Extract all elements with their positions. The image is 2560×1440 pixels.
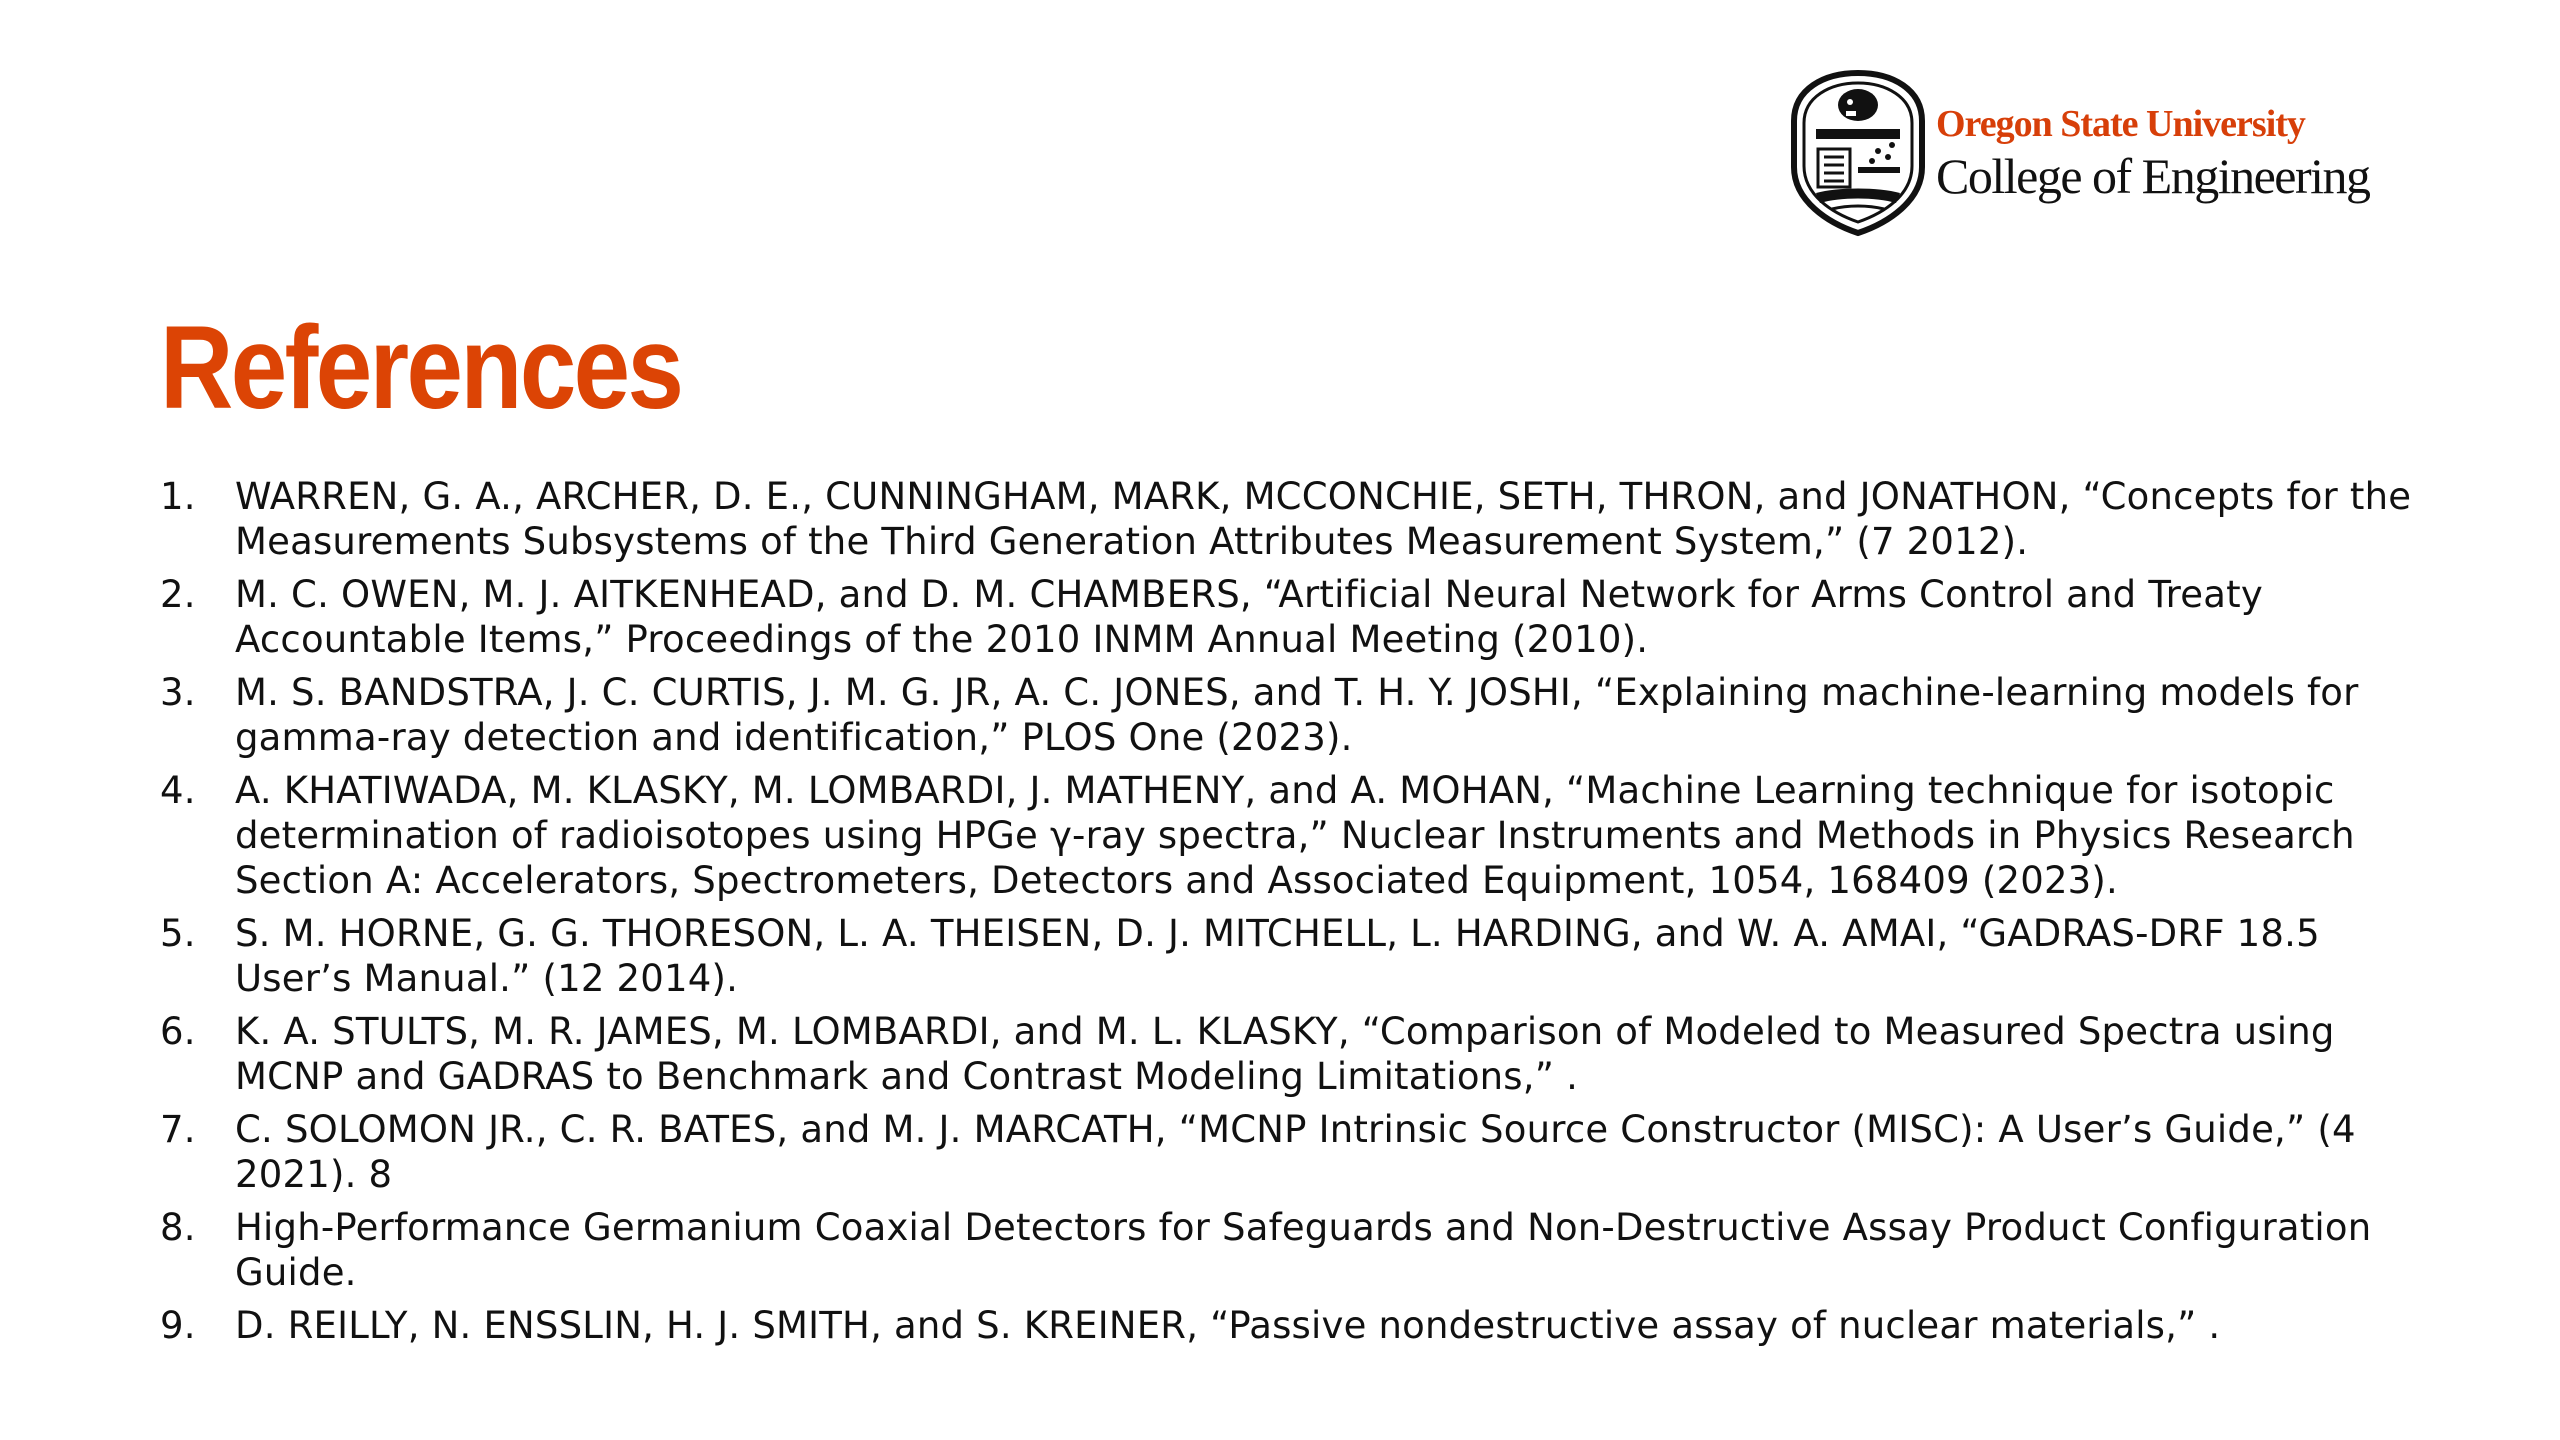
page-title: References [160,302,682,434]
reference-list [160,474,2440,1356]
reference-item [160,474,2440,564]
reference-item [160,670,2440,760]
reference-text: M. C. OWEN, M. J. AITKENHEAD, and D. M. CHAMBERS, “Artificial Neural Network for Arms Control and Treaty Accountable Items,” Proceedings of the 2010 INMM Annual Meeting (2010). [235,573,2263,661]
reference-number: 1. [160,475,196,518]
reference-text: C. SOLOMON JR., C. R. BATES, and M. J. MARCATH, “MCNP Intrinsic Source Constructor (MISC): A User’s Guide,” (4 2021). 8 [235,1108,2356,1196]
reference-text: M. S. BANDSTRA, J. C. CURTIS, J. M. G. JR, A. C. JONES, and T. H. Y. JOSHI, “Explaining machine-learning models for gamma-ray detection and identification,” PLOS One (2023). [235,671,2359,759]
reference-item [160,1009,2440,1099]
college-name: College of Engineering [1936,148,2370,204]
reference-item [160,1205,2440,1295]
reference-number: 4. [160,769,196,812]
reference-number: 2. [160,573,196,616]
osu-beaver-seal-icon [1788,69,1928,237]
reference-text: D. REILLY, N. ENSSLIN, H. J. SMITH, and S. KREINER, “Passive nondestructive assay of nuclear materials,” . [235,1304,2221,1347]
reference-item [160,768,2440,903]
reference-number: 8. [160,1206,196,1249]
reference-item [160,572,2440,662]
university-name: Oregon State University [1936,103,2305,145]
reference-number: 9. [160,1304,196,1347]
reference-item [160,1303,2440,1348]
reference-number: 7. [160,1108,196,1151]
osu-logo [1788,68,2388,238]
reference-text: WARREN, G. A., ARCHER, D. E., CUNNINGHAM, MARK, MCCONCHIE, SETH, THRON, and JONATHON, “Concepts for the Measurements Subsystems of the Third Generation Attributes Measurement System,” (7 2012). [235,475,2412,563]
reference-number: 6. [160,1010,196,1053]
reference-number: 3. [160,671,196,714]
reference-text: A. KHATIWADA, M. KLASKY, M. LOMBARDI, J. MATHENY, and A. MOHAN, “Machine Learning technique for isotopic determination of radioisotopes using HPGe γ-ray spectra,” Nuclear Instruments and Methods in Physics Research Section A: Accelerators, Spectrometers, Detectors and Associated Equipment, 1054, 168409 (2023). [235,769,2355,902]
reference-number: 5. [160,912,196,955]
reference-text: K. A. STULTS, M. R. JAMES, M. LOMBARDI, and M. L. KLASKY, “Comparison of Modeled to Measured Spectra using MCNP and GADRAS to Benchmark and Contrast Modeling Limitations,” . [235,1010,2335,1098]
reference-item [160,911,2440,1001]
reference-text: S. M. HORNE, G. G. THORESON, L. A. THEISEN, D. J. MITCHELL, L. HARDING, and W. A. AMAI, “GADRAS-DRF 18.5 User’s Manual.” (12 2014). [235,912,2320,1000]
reference-text: High-Performance Germanium Coaxial Detectors for Safeguards and Non-Destructive Assay Product Configuration Guide. [235,1206,2372,1294]
reference-item [160,1107,2440,1197]
